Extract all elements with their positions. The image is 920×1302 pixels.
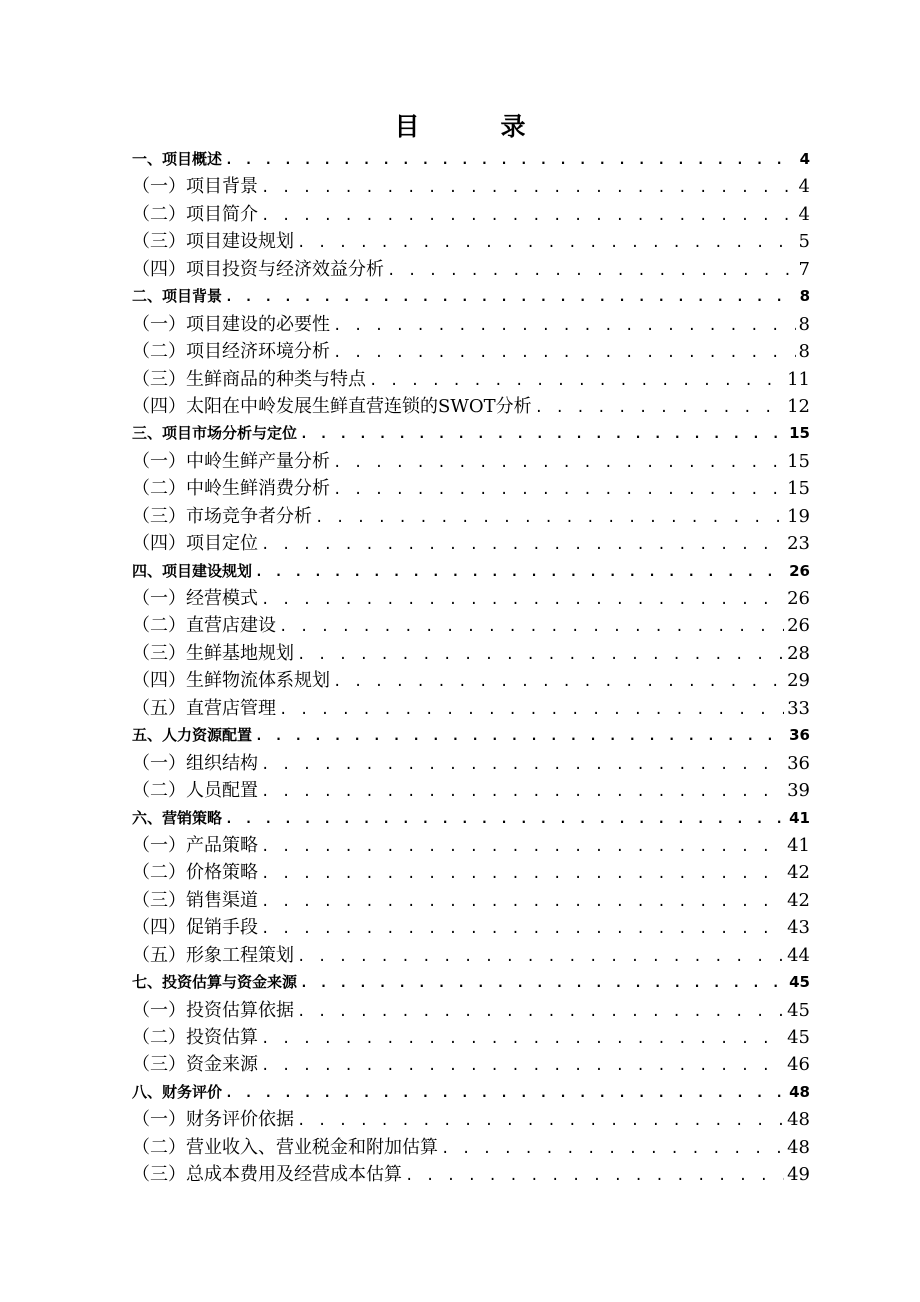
toc-entry-label: （一）投资估算依据 bbox=[132, 999, 294, 1021]
toc-section-entry[interactable] bbox=[132, 585, 810, 612]
dot-leader bbox=[297, 944, 784, 969]
toc-entry-label: （三）总成本费用及经营成本估算 bbox=[132, 1164, 402, 1186]
dot-leader bbox=[300, 421, 786, 447]
dot-leader bbox=[333, 669, 784, 694]
toc-section-entry[interactable] bbox=[132, 640, 810, 667]
toc-page-number: 41 bbox=[787, 834, 810, 856]
toc-entry-label: （三）资金来源 bbox=[132, 1054, 258, 1076]
toc-entry-label: 八、财务评价 bbox=[132, 1082, 223, 1101]
toc-page-number: 48 bbox=[787, 1136, 810, 1158]
dot-leader bbox=[333, 313, 796, 338]
toc-entry-label: （二）人员配置 bbox=[132, 780, 258, 802]
dot-leader bbox=[261, 587, 784, 612]
toc-page-number: 41 bbox=[789, 808, 810, 827]
toc-entry-label: （四）生鲜物流体系规划 bbox=[132, 670, 330, 692]
toc-page-number: 45 bbox=[789, 973, 810, 992]
toc-page-number: 8 bbox=[798, 341, 810, 363]
toc-entry-label: （二）项目简介 bbox=[132, 203, 258, 225]
toc-entry-label: （五）形象工程策划 bbox=[132, 944, 294, 966]
dot-leader bbox=[225, 806, 786, 832]
dot-leader bbox=[261, 752, 784, 777]
toc-section-entry[interactable] bbox=[132, 256, 810, 283]
toc-section-entry[interactable] bbox=[132, 750, 810, 777]
toc-chapter-entry[interactable] bbox=[132, 1079, 810, 1106]
toc-section-entry[interactable] bbox=[132, 667, 810, 694]
toc-page-number: 45 bbox=[787, 1027, 810, 1048]
toc-entry-label: （三）生鲜商品的种类与特点 bbox=[132, 368, 366, 390]
toc-page-number: 4 bbox=[798, 203, 810, 225]
dot-leader bbox=[261, 532, 784, 557]
dot-leader bbox=[441, 1136, 784, 1161]
toc-chapter-entry[interactable] bbox=[132, 805, 810, 832]
toc-section-entry[interactable] bbox=[132, 832, 810, 859]
toc-section-entry[interactable] bbox=[132, 997, 810, 1024]
dot-leader bbox=[369, 368, 784, 393]
toc-section-entry[interactable] bbox=[132, 1051, 810, 1078]
toc-page-number: 26 bbox=[787, 588, 810, 609]
dot-leader bbox=[255, 723, 786, 749]
toc-section-entry[interactable] bbox=[132, 777, 810, 804]
toc-section-entry[interactable] bbox=[132, 612, 810, 639]
toc-chapter-entry[interactable] bbox=[132, 558, 810, 585]
toc-page-number: 36 bbox=[789, 726, 810, 745]
toc-chapter-entry[interactable] bbox=[132, 969, 810, 996]
toc-page-number: 42 bbox=[787, 889, 810, 911]
dot-leader bbox=[300, 970, 786, 996]
toc-page-number: 15 bbox=[787, 450, 810, 472]
toc-section-entry[interactable] bbox=[132, 887, 810, 914]
toc-entry-label: 三、项目市场分析与定位 bbox=[132, 424, 298, 443]
toc-page-number: 49 bbox=[787, 1164, 810, 1186]
toc-chapter-entry[interactable] bbox=[132, 283, 810, 310]
toc-entry-label: 六、营销策略 bbox=[132, 808, 223, 827]
toc-page-number: 11 bbox=[787, 368, 810, 390]
toc-page-number: 5 bbox=[798, 231, 810, 253]
toc-page-number: 15 bbox=[789, 424, 810, 443]
toc-section-entry[interactable] bbox=[132, 448, 810, 475]
dot-leader bbox=[405, 1163, 784, 1188]
toc-page-number: 45 bbox=[787, 999, 810, 1021]
toc-section-entry[interactable] bbox=[132, 1161, 810, 1188]
toc-section-entry[interactable] bbox=[132, 695, 810, 722]
toc-page-number: 4 bbox=[798, 176, 810, 198]
toc-entry-label: 四、项目建设规划 bbox=[132, 561, 253, 580]
toc-page-number: 39 bbox=[787, 780, 810, 802]
toc-section-entry[interactable] bbox=[132, 1024, 810, 1051]
toc-section-entry[interactable] bbox=[132, 1134, 810, 1161]
toc-page-number: 44 bbox=[787, 944, 810, 966]
toc-entry-label: （二）价格策略 bbox=[132, 862, 258, 884]
toc-section-entry[interactable] bbox=[132, 366, 810, 393]
toc-section-entry[interactable] bbox=[132, 311, 810, 338]
toc-section-entry[interactable] bbox=[132, 393, 810, 420]
toc-section-entry[interactable] bbox=[132, 859, 810, 886]
dot-leader bbox=[261, 861, 784, 886]
toc-page-number: 12 bbox=[787, 395, 810, 417]
dot-leader bbox=[225, 147, 797, 173]
dot-leader bbox=[333, 477, 784, 502]
toc-section-entry[interactable] bbox=[132, 942, 810, 969]
toc-entry-label: （三）销售渠道 bbox=[132, 889, 258, 911]
toc-entry-label: （一）产品策略 bbox=[132, 834, 258, 856]
toc-chapter-entry[interactable] bbox=[132, 420, 810, 447]
toc-page-number: 7 bbox=[798, 258, 810, 280]
toc-entry-label: （二）营业收入、营业税金和附加估算 bbox=[132, 1136, 438, 1158]
toc-entry-label: （二）投资估算 bbox=[132, 1027, 258, 1048]
toc-page-number: 8 bbox=[798, 313, 810, 335]
toc-entry-label: （一）财务评价依据 bbox=[132, 1109, 294, 1131]
toc-page-number: 43 bbox=[787, 917, 810, 939]
toc-page-number: 28 bbox=[787, 642, 810, 664]
toc-page-number: 23 bbox=[787, 533, 810, 555]
toc-entry-label: （四）项目投资与经济效益分析 bbox=[132, 258, 384, 280]
toc-entry-label: （三）市场竞争者分析 bbox=[132, 505, 312, 527]
dot-leader bbox=[535, 395, 785, 420]
toc-section-entry[interactable] bbox=[132, 201, 810, 228]
toc-section-entry[interactable] bbox=[132, 914, 810, 941]
toc-section-entry[interactable] bbox=[132, 228, 810, 255]
dot-leader bbox=[261, 889, 784, 914]
toc-page-number: 48 bbox=[789, 1082, 810, 1101]
dot-leader bbox=[297, 642, 784, 667]
toc-entry-label: （三）生鲜基地规划 bbox=[132, 642, 294, 664]
toc-entry-label: 五、人力资源配置 bbox=[132, 726, 253, 745]
dot-leader bbox=[225, 1080, 786, 1106]
toc-entry-label: 七、投资估算与资金来源 bbox=[132, 973, 298, 992]
toc-page-number: 36 bbox=[787, 752, 810, 774]
toc-entry-label: （二）中岭生鲜消费分析 bbox=[132, 478, 330, 500]
toc-entry-label: （二）项目经济环境分析 bbox=[132, 341, 330, 363]
toc-page-number: 26 bbox=[789, 561, 810, 580]
toc-section-entry[interactable] bbox=[132, 338, 810, 365]
toc-entry-label: 一、项目概述 bbox=[132, 150, 223, 168]
toc-entry-label: （四）太阳在中岭发展生鲜直营连锁的SWOT分析 bbox=[132, 395, 532, 417]
dot-leader bbox=[297, 230, 796, 255]
table-of-contents bbox=[132, 146, 810, 1189]
toc-section-entry[interactable] bbox=[132, 503, 810, 530]
dot-leader bbox=[297, 999, 784, 1024]
toc-page-number: 48 bbox=[787, 1109, 810, 1131]
toc-entry-label: （四）项目定位 bbox=[132, 533, 258, 555]
toc-page-number: 46 bbox=[787, 1054, 810, 1076]
toc-section-entry[interactable] bbox=[132, 530, 810, 557]
toc-entry-label: （二）直营店建设 bbox=[132, 615, 276, 637]
dot-leader bbox=[279, 697, 784, 722]
toc-entry-label: （一）项目背景 bbox=[132, 176, 258, 198]
dot-leader bbox=[261, 1053, 784, 1078]
dot-leader bbox=[333, 450, 784, 475]
dot-leader bbox=[255, 559, 786, 585]
toc-entry-label: （一）项目建设的必要性 bbox=[132, 313, 330, 335]
toc-page-number: 19 bbox=[787, 505, 810, 527]
toc-page-number: 4 bbox=[799, 150, 810, 168]
toc-entry-label: 二、项目背景 bbox=[132, 287, 223, 306]
toc-entry-label: （三）项目建设规划 bbox=[132, 231, 294, 253]
dot-leader bbox=[297, 1108, 784, 1133]
page-title: 目 录 bbox=[394, 112, 554, 141]
toc-page-number: 42 bbox=[787, 862, 810, 884]
toc-entry-label: （一）组织结构 bbox=[132, 752, 258, 774]
toc-entry-label: （五）直营店管理 bbox=[132, 697, 276, 719]
dot-leader bbox=[387, 258, 796, 283]
toc-section-entry[interactable] bbox=[132, 173, 810, 200]
dot-leader bbox=[261, 175, 796, 200]
dot-leader bbox=[261, 916, 784, 941]
dot-leader bbox=[279, 614, 784, 639]
toc-page-number: 26 bbox=[787, 615, 810, 637]
toc-section-entry[interactable] bbox=[132, 1106, 810, 1133]
toc-page-number: 8 bbox=[799, 287, 810, 306]
toc-chapter-entry[interactable] bbox=[132, 146, 810, 173]
dot-leader bbox=[315, 505, 784, 530]
toc-page-number: 15 bbox=[787, 478, 810, 500]
toc-entry-label: （一）经营模式 bbox=[132, 588, 258, 609]
dot-leader bbox=[261, 1026, 784, 1051]
dot-leader bbox=[261, 834, 784, 859]
toc-section-entry[interactable] bbox=[132, 475, 810, 502]
dot-leader bbox=[333, 340, 796, 365]
dot-leader bbox=[261, 779, 784, 804]
dot-leader bbox=[261, 203, 796, 228]
toc-page-number: 29 bbox=[787, 670, 810, 692]
dot-leader bbox=[225, 284, 797, 310]
toc-page-number: 33 bbox=[787, 697, 810, 719]
toc-entry-label: （四）促销手段 bbox=[132, 917, 258, 939]
toc-entry-label: （一）中岭生鲜产量分析 bbox=[132, 450, 330, 472]
toc-chapter-entry[interactable] bbox=[132, 722, 810, 749]
